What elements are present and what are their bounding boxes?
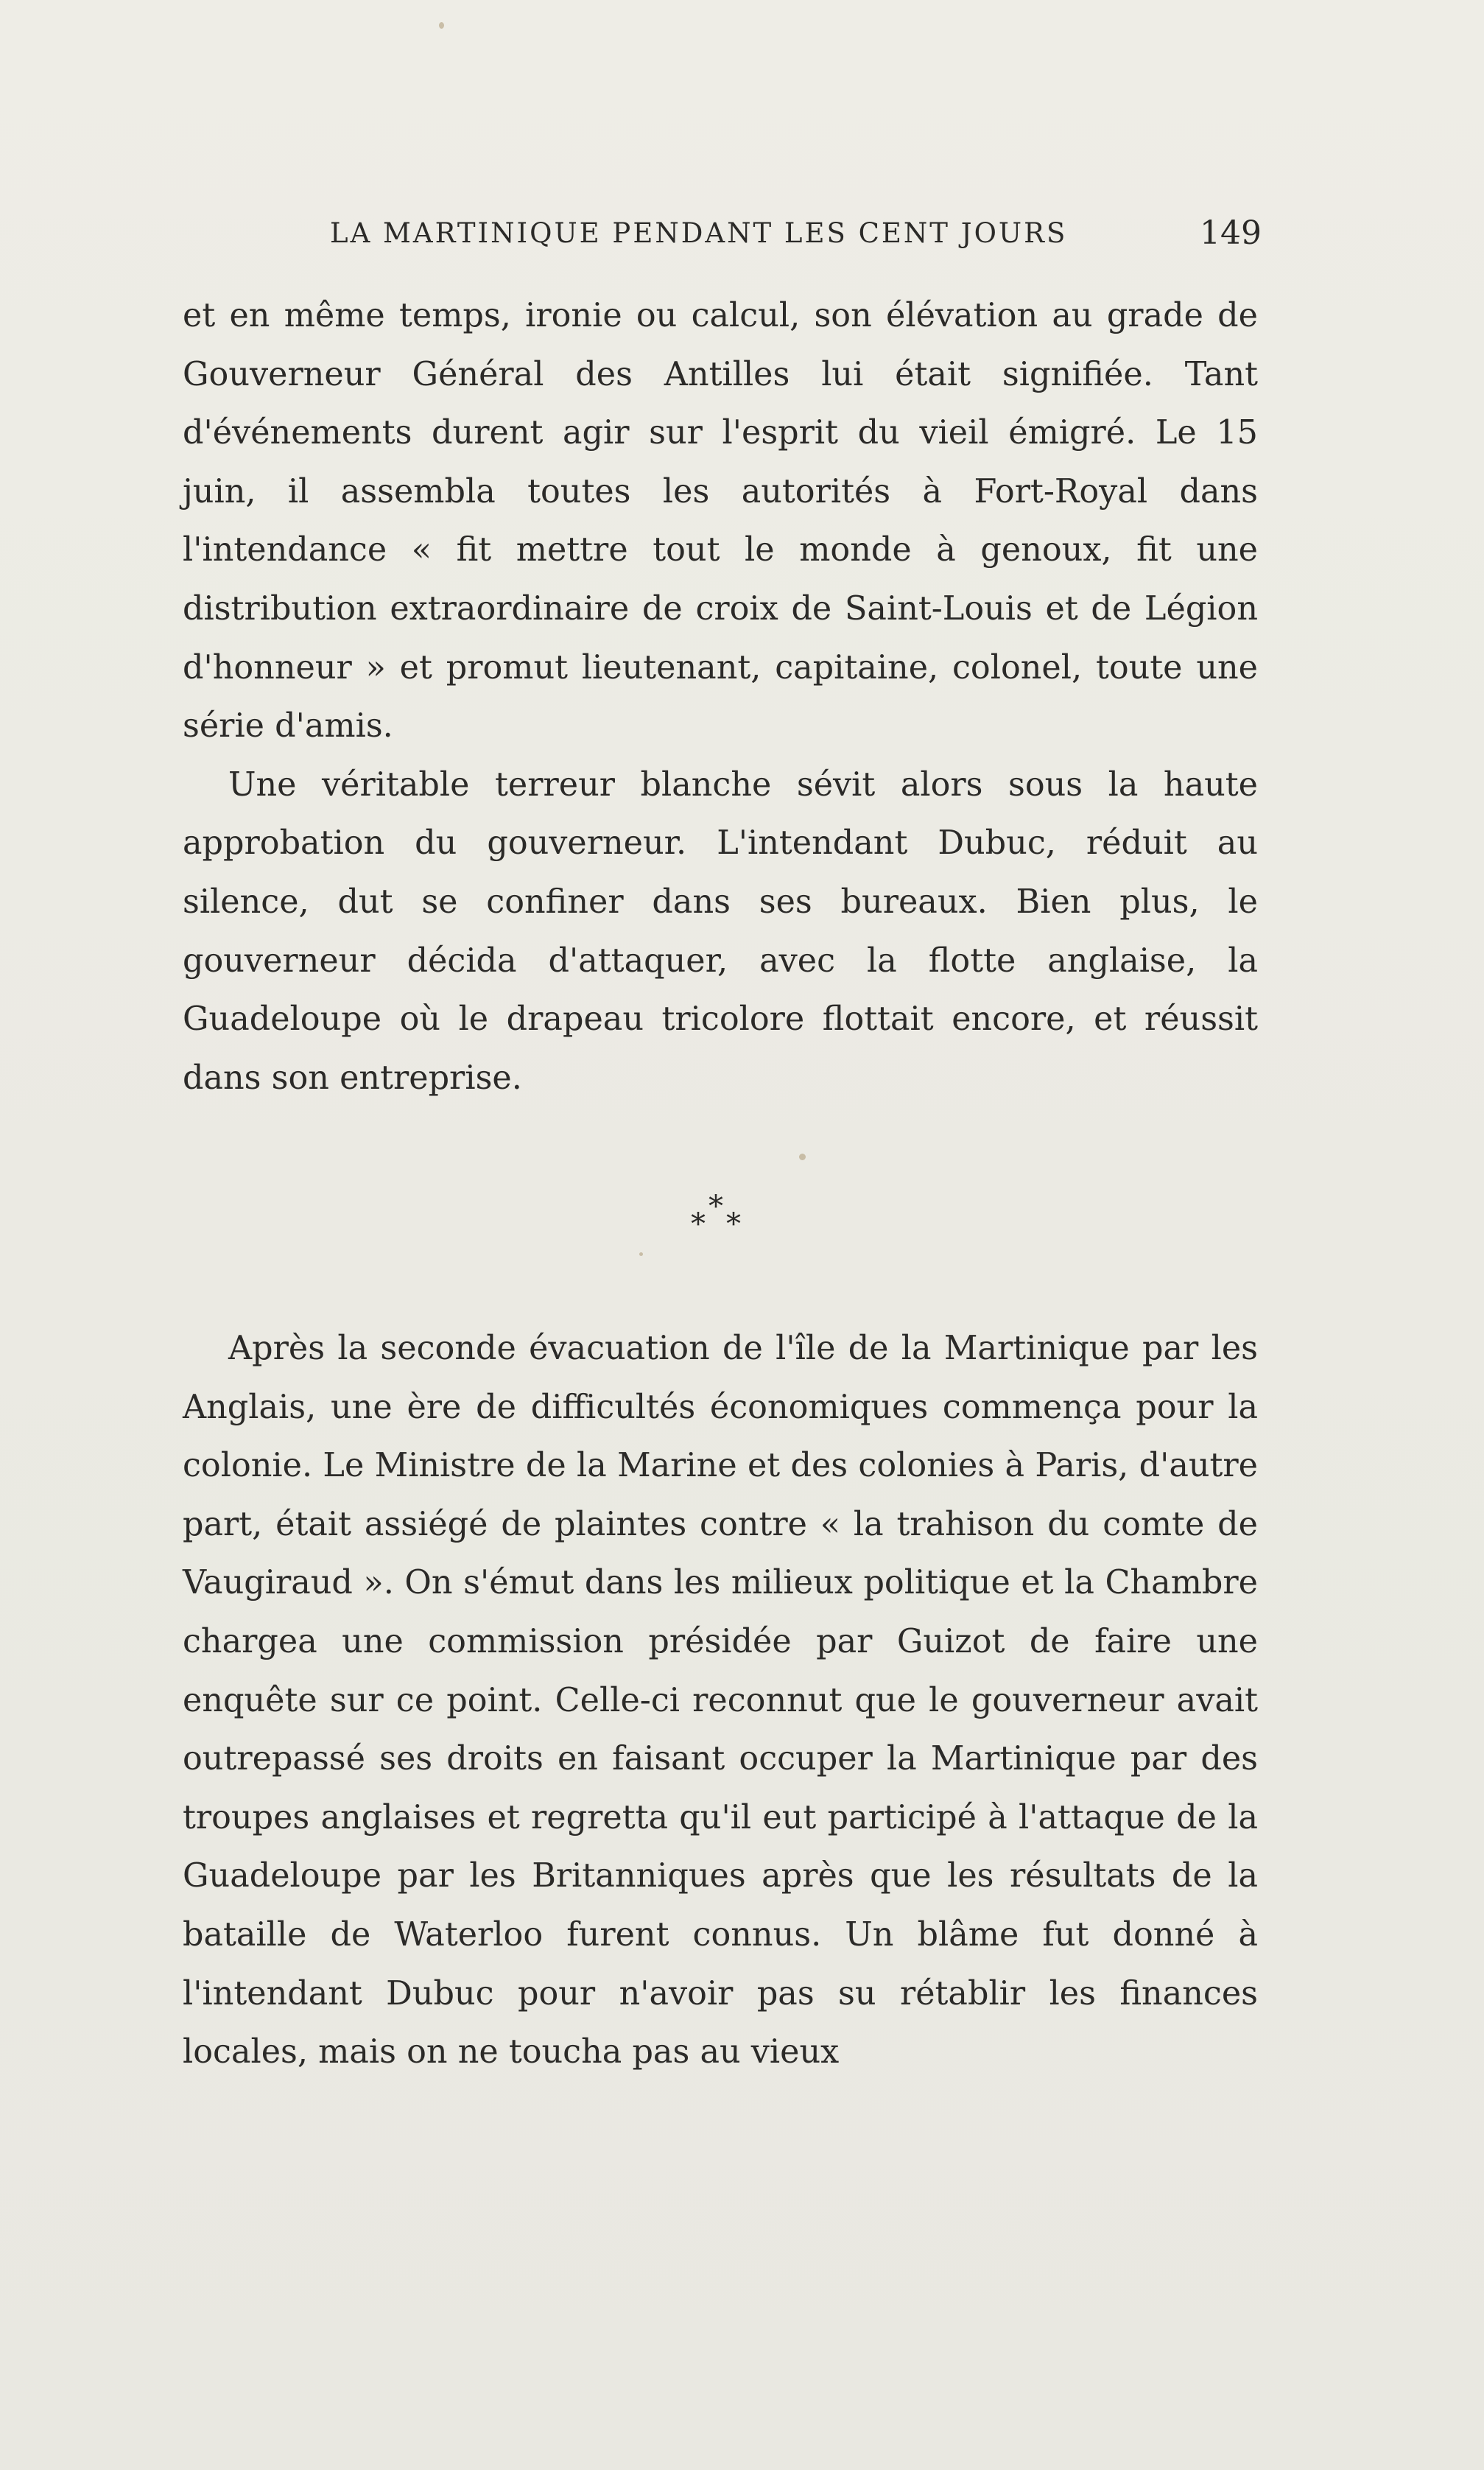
page-number: 149	[1200, 214, 1262, 252]
paragraph-continued: et en même temps, ironie ou calcul, son élévation au grade de Gouverneur Général des Antilles lui était signifiée. Tant d'événements durent agir sur l'esprit du vieil émigré. Le 15 juin, il assembla toutes les autorités à Fort-Royal dans l'intendance « fit mettre tout le monde à genoux, fit une distribution extraordinaire de croix de Saint-Louis et de Légion d'honneur » et promut lieutenant, capitaine, colonel, toute une série d'amis.	[183, 297, 1258, 745]
paper-speck	[639, 1252, 643, 1256]
running-header	[330, 214, 1262, 253]
asterism-star: *	[691, 1207, 706, 1241]
paragraph: Une véritable terreur blanche sévit alors sous la haute approbation du gouverneur. L'intendant Dubuc, réduit au silence, dut se confiner dans ses bureaux. Bien plus, le gouverneur décida d'attaquer, avec la flotte anglaise, la Guadeloupe où le drapeau tricolore flottait encore, et réussit dans son entreprise.	[183, 765, 1258, 1097]
paper-speck	[439, 22, 444, 29]
paragraph: Après la seconde évacuation de l'île de la Martinique par les Anglais, une ère de difficultés économiques commença pour la colonie. Le Ministre de la Marine et des colonies à Paris, d'autre part, était assiégé de plaintes contre « la trahison du comte de Vaugiraud ». On s'émut dans les milieux politique et la Chambre chargea une commission présidée par Guizot de faire une enquête sur ce point. Celle-ci reconnut que le gouverneur avait outrepassé ses droits en faisant occuper la Martinique par des troupes anglaises et regretta qu'il eut participé à l'attaque de la Guadeloupe par les Britanniques après que les résultats de la bataille de Waterloo furent connus. Un blâme fut donné à l'intendant Dubuc pour n'avoir pas su rétablir les finances locales, mais on ne toucha pas au vieux	[183, 1330, 1258, 2071]
paper-speck	[799, 1154, 806, 1160]
asterism-star: *	[726, 1207, 741, 1241]
asterism-star: *	[708, 1190, 723, 1224]
running-title: LA MARTINIQUE PENDANT LES CENT JOURS	[330, 217, 1068, 249]
text-block-bottom	[183, 1319, 1258, 2082]
text-block-top	[183, 287, 1258, 1107]
section-break-asterism	[685, 1192, 751, 1243]
